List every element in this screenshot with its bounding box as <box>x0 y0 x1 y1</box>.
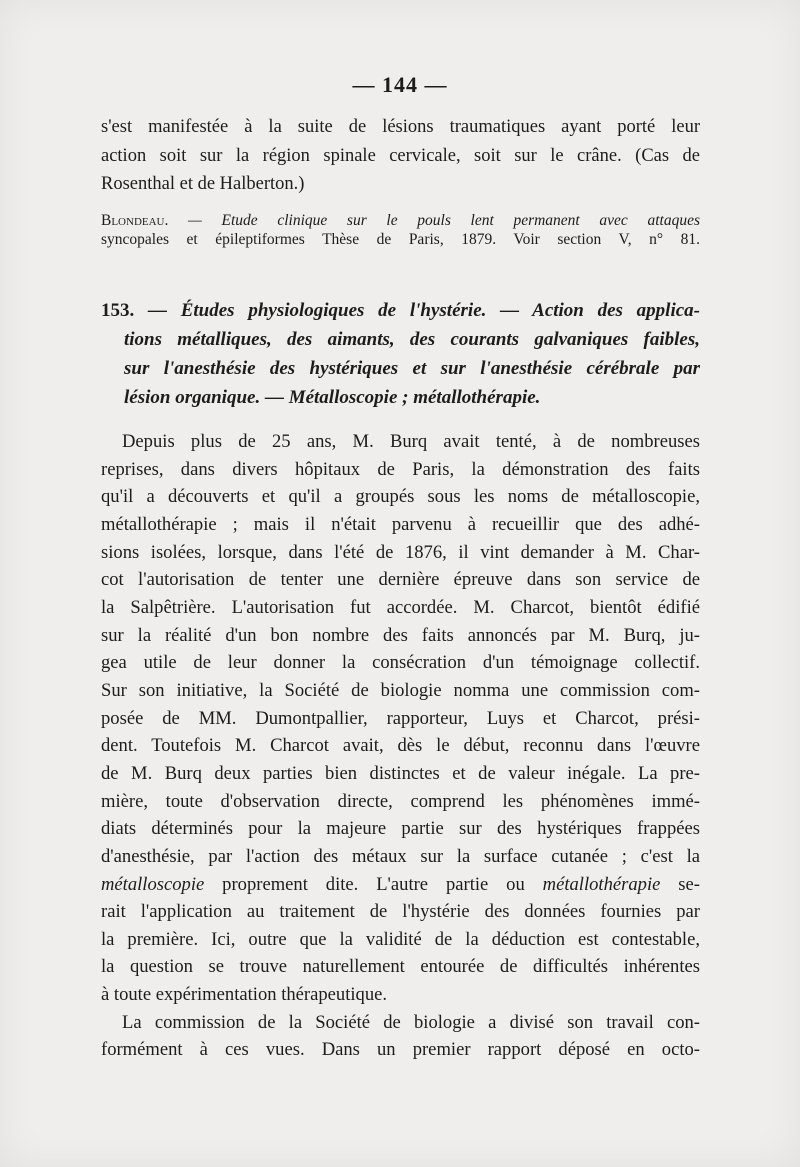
italic-term: métalloscopie <box>101 873 205 895</box>
body-line: de M. Burq deux parties bien distinctes et de valeur inégale. La pre- <box>101 762 700 784</box>
heading-line: lésion organique. — Métalloscopie ; métallothérapie. <box>124 387 541 408</box>
body-line: gea utile de leur donner la consécration d'un témoignage collectif. <box>101 652 700 674</box>
body-line: la Salpêtrière. L'autorisation fut accordée. M. Charcot, bientôt édifié <box>101 596 700 618</box>
body-fragment: se- <box>660 873 700 895</box>
page-number: — 144 — <box>352 72 448 97</box>
body-line: Depuis plus de 25 ans, M. Burq avait tenté, à de nombreuses <box>122 431 700 452</box>
body-line: reprises, dans divers hôpitaux de Paris, la démonstration des faits <box>101 458 700 480</box>
body-fragment: proprement dite. L'autre partie ou <box>204 873 543 895</box>
body-line: dent. Toutefois M. Charcot avait, dès le début, reconnu dans l'œuvre <box>101 735 700 757</box>
body-line: posée de MM. Dumontpallier, rapporteur, Luys et Charcot, prési- <box>101 707 700 729</box>
body-line: sur la réalité d'un bon nombre des faits annoncés par M. Burq, ju- <box>101 624 700 646</box>
reference-title: — Etude clinique sur le pouls lent permanent avec attaques <box>168 212 700 229</box>
reference-line <box>101 231 700 250</box>
body-line <box>101 871 700 899</box>
heading-line: tions métalliques, des aimants, des courants galvaniques faibles, <box>124 329 700 350</box>
reference-line <box>101 212 700 231</box>
body-line: Sur son initiative, la Société de biologie nomma une commission com- <box>101 679 700 701</box>
body-text <box>101 428 700 1064</box>
body-line: sions isolées, lorsque, dans l'été de 1876, il vint demander à M. Char- <box>101 541 700 563</box>
text-line: s'est manifestée à la suite de lésions traumatiques ayant porté leur <box>101 117 700 137</box>
body-line: qu'il a découverts et qu'il a groupés sous les noms de métalloscopie, <box>101 486 700 508</box>
section-number: 153. <box>101 300 135 321</box>
body-line: La commission de la Société de biologie a divisé son travail con- <box>122 1011 700 1033</box>
body-line: formément à ces vues. Dans un premier rapport déposé en octo- <box>101 1039 700 1061</box>
bibliographic-reference <box>101 212 700 249</box>
text-line: Rosenthal et de Halberton.) <box>101 174 305 195</box>
body-line: la première. Ici, outre que la validité de la déduction est contestable, <box>101 928 700 950</box>
body-line: la question se trouve naturellement entourée de difficultés inhérentes <box>101 956 700 978</box>
body-line: rait l'application au traitement de l'hystérie des données fournies par <box>101 901 700 923</box>
body-line: métallothérapie ; mais il n'était parvenu à recueillir que des adhé- <box>101 513 700 535</box>
body-line: mière, toute d'observation directe, comprend les phénomènes immé- <box>101 790 700 812</box>
section-heading <box>101 296 700 412</box>
italic-term: métallothérapie <box>542 873 661 895</box>
body-line: d'anesthésie, par l'action des métaux sur la surface cutanée ; c'est la <box>101 845 700 867</box>
intro-paragraph <box>101 113 700 199</box>
reference-author: Blondeau. <box>101 212 169 229</box>
text-line: action soit sur la région spinale cervicale, soit sur le crâne. (Cas de <box>101 145 700 166</box>
body-line: à toute expérimentation thérapeutique. <box>101 984 388 1006</box>
body-line: diats déterminés pour la majeure partie sur des hystériques frappées <box>101 818 700 840</box>
reference-detail: syncopales et épileptiformes Thèse de Paris, 1879. Voir section V, n° 81. <box>101 230 700 248</box>
heading-line: 153. — Études physiologiques de l'hystérie. — Action des applica- <box>101 300 700 321</box>
heading-line: sur l'anesthésie des hystériques et sur l'anesthésie cérébrale par <box>124 358 700 379</box>
body-line: cot l'autorisation de tenter une dernière épreuve dans son service de <box>101 569 700 591</box>
